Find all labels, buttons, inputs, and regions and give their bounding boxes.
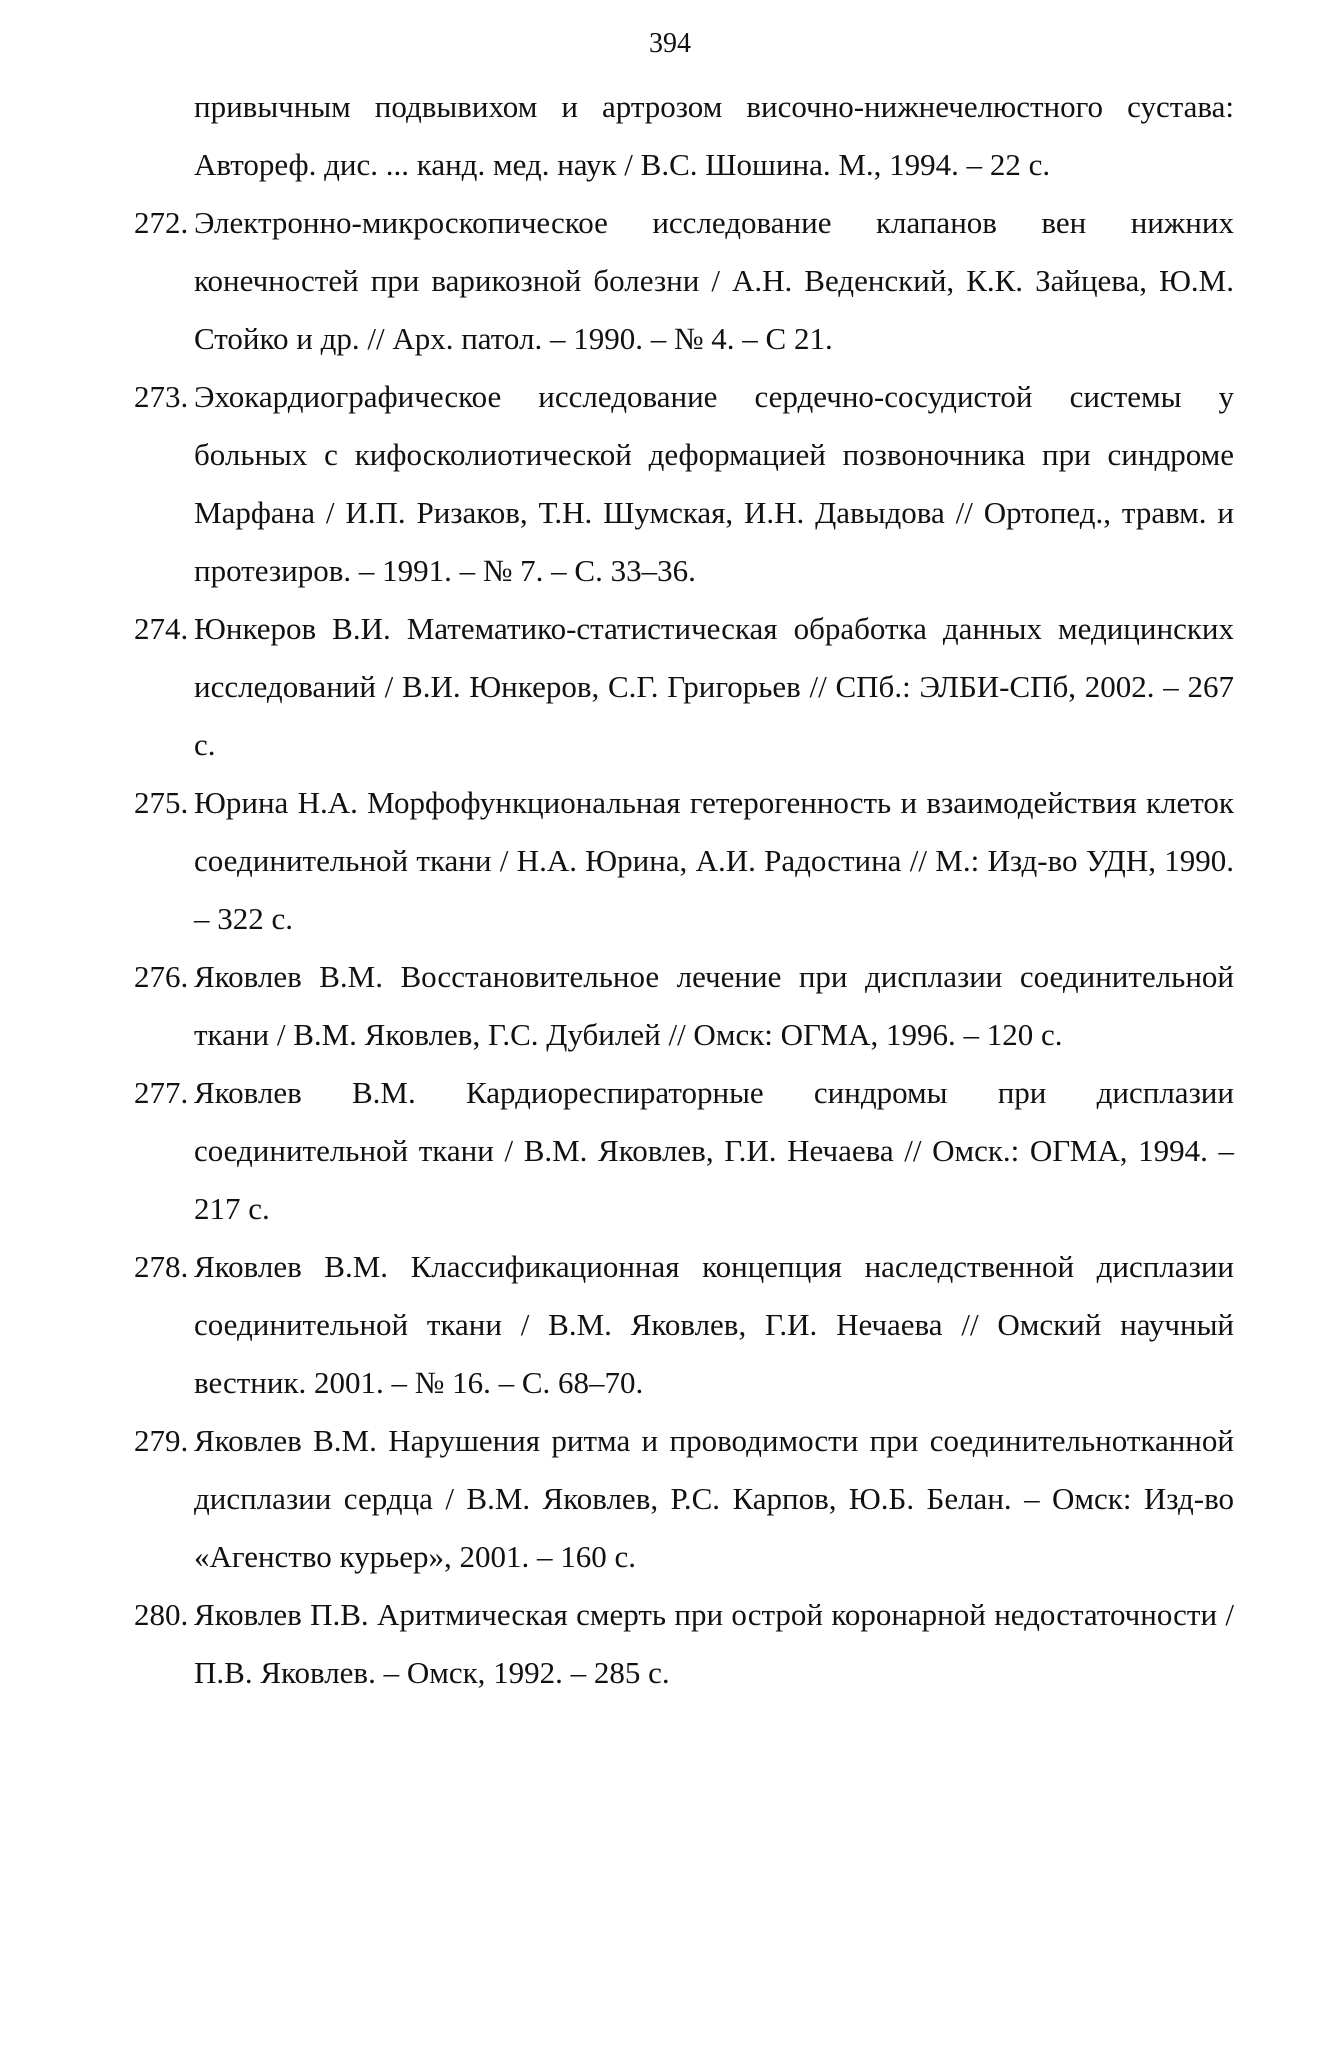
- reference-number: 274.: [134, 611, 189, 646]
- reference-text: Юрина Н.А. Морфофункциональная гетерогенность и взаимодействия клеток соединительной ткани / Н.А. Юрина, А.И. Радостина // М.: Изд-во УДН, 1990. – 322 с.: [194, 785, 1234, 936]
- reference-item: [0, 1412, 1234, 1586]
- reference-text: Юнкеров В.И. Математико-статистическая обработка данных медицинских исследований / В.И. Юнкеров, С.Г. Григорьев // СПб.: ЭЛБИ-СПб, 2002. – 267 с.: [194, 611, 1234, 762]
- reference-item: [0, 78, 1234, 194]
- reference-item: [0, 368, 1234, 600]
- reference-text: Электронно-микроскопическое исследование клапанов вен нижних конечностей при варикозной болезни / А.Н. Веденский, К.К. Зайцева, Ю.М. Стойко и др. // Арх. патол. – 1990. – № 4. – С 21.: [194, 205, 1234, 356]
- reference-number: 277.: [134, 1075, 189, 1110]
- reference-text: Яковлев В.М. Кардиореспираторные синдромы при дисплазии соединительной ткани / В.М. Яковлев, Г.И. Нечаева // Омск.: ОГМА, 1994. – 217 с.: [194, 1075, 1234, 1226]
- reference-list: [0, 78, 1340, 1702]
- reference-text: Яковлев В.М. Классификационная концепция наследственной дисплазии соединительной ткани / В.М. Яковлев, Г.И. Нечаева // Омский научный вестник. 2001. – № 16. – С. 68–70.: [194, 1249, 1234, 1400]
- reference-text: привычным подвывихом и артрозом височно-нижнечелюстного сустава: Автореф. дис. ... канд. мед. наук / В.С. Шошина. М., 1994. – 22 с.: [194, 89, 1234, 182]
- reference-text: Яковлев П.В. Аритмическая смерть при острой коронарной недостаточности / П.В. Яковлев. – Омск, 1992. – 285 с.: [194, 1597, 1234, 1690]
- reference-item: [0, 774, 1234, 948]
- reference-text: Яковлев В.М. Восстановительное лечение при дисплазии соединительной ткани / В.М. Яковлев, Г.С. Дубилей // Омск: ОГМА, 1996. – 120 с.: [194, 959, 1234, 1052]
- reference-item: [0, 194, 1234, 368]
- reference-text: Яковлев В.М. Нарушения ритма и проводимости при соединительнотканной дисплазии сердца / В.М. Яковлев, Р.С. Карпов, Ю.Б. Белан. – Омск: Изд-во «Агенство курьер», 2001. – 160 с.: [194, 1423, 1234, 1574]
- reference-number: 280.: [134, 1597, 189, 1632]
- reference-item: [0, 1064, 1234, 1238]
- reference-item: [0, 600, 1234, 774]
- reference-item: [0, 948, 1234, 1064]
- reference-number: 276.: [134, 959, 189, 994]
- reference-number: 279.: [134, 1423, 189, 1458]
- reference-item: [0, 1586, 1234, 1702]
- page-number: 394: [649, 28, 691, 59]
- reference-number: 275.: [134, 785, 189, 820]
- reference-text: Эхокардиографическое исследование сердечно-сосудистой системы у больных с кифосколиотической деформацией позвоночника при синдроме Марфана / И.П. Ризаков, Т.Н. Шумская, И.Н. Давыдова // Ортопед., травм. и протезиров. – 1991. – № 7. – С. 33–36.: [194, 379, 1234, 588]
- reference-item: [0, 1238, 1234, 1412]
- reference-number: 273.: [134, 379, 189, 414]
- reference-number: 278.: [134, 1249, 189, 1284]
- reference-number: 272.: [134, 205, 189, 240]
